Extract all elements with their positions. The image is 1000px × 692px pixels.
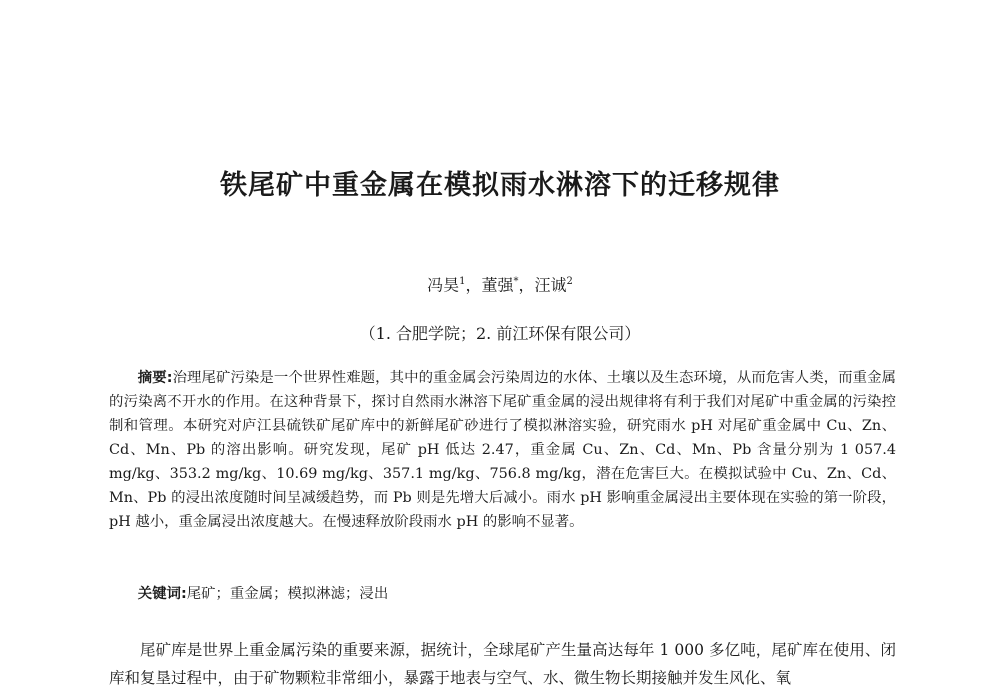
author-name: 汪诚 (534, 275, 567, 295)
author-line (0, 270, 1000, 297)
author-affiliation-mark: 2 (566, 276, 573, 287)
abstract (109, 366, 896, 534)
author-name: 冯昊 (427, 275, 460, 295)
keywords (109, 582, 896, 606)
paper-title: 铁尾矿中重金属在模拟雨水淋溶下的迁移规律 (220, 170, 780, 201)
abstract-text: 治理尾矿污染是一个世界性难题，其中的重金属会污染周边的水体、土壤以及生态环境，从而危害人类，而重金属的污染离不开水的作用。在这种背景下，探讨自然雨水淋溶下尾矿重金属的浸出规律将有利于我们对尾矿中重金属的污染控制和管理。本研究对庐江县硫铁矿尾矿库中的新鲜尾矿砂进行了模拟淋溶实验，研究雨水 pH 对尾矿重金属中 Cu、Zn、Cd、Mn、Pb 的溶出影响。研究发现，尾矿 pH 低达 2.47，重金属 Cu、Zn、Cd、Mn、Pb 含量分别为 1 057.4 mg/kg、353.2 mg/kg、10.69 mg/kg、357.1 mg/kg、756.8 mg/kg，潜在危害巨大。在模拟试验中 Cu、Zn、Cd、Mn、Pb 的浸出浓度随时间呈减缓趋势，而 Pb 则是先增大后减小。雨水 pH 影响重金属浸出主要体现在实验的第一阶段，pH 越小，重金属浸出浓度越大。在慢速释放阶段雨水 pH 的影响不显著。 (109, 370, 896, 530)
author-separator: ， (465, 275, 482, 295)
author-name: 董强 (481, 275, 514, 295)
abstract-label: 摘要: (137, 370, 173, 386)
body-paragraph: 尾矿库是世界上重金属污染的重要来源，据统计，全球尾矿产生量高达每年 1 000 多亿吨，尾矿库在使用、闭库和复垦过程中，由于矿物颗粒非常细小，暴露于地表与空气、水、微生物长期接触并发生风化、氧 (109, 641, 896, 687)
keywords-label: 关键词: (137, 586, 187, 602)
author-separator: ， (518, 275, 535, 295)
corresponding-author-mark: * (513, 276, 519, 287)
affiliation-line: （1. 合肥学院；2. 前江环保有限公司） (359, 324, 641, 343)
author-affiliation-mark: 1 (459, 276, 466, 287)
keywords-text: 尾矿；重金属；模拟淋滤；浸出 (186, 586, 389, 602)
